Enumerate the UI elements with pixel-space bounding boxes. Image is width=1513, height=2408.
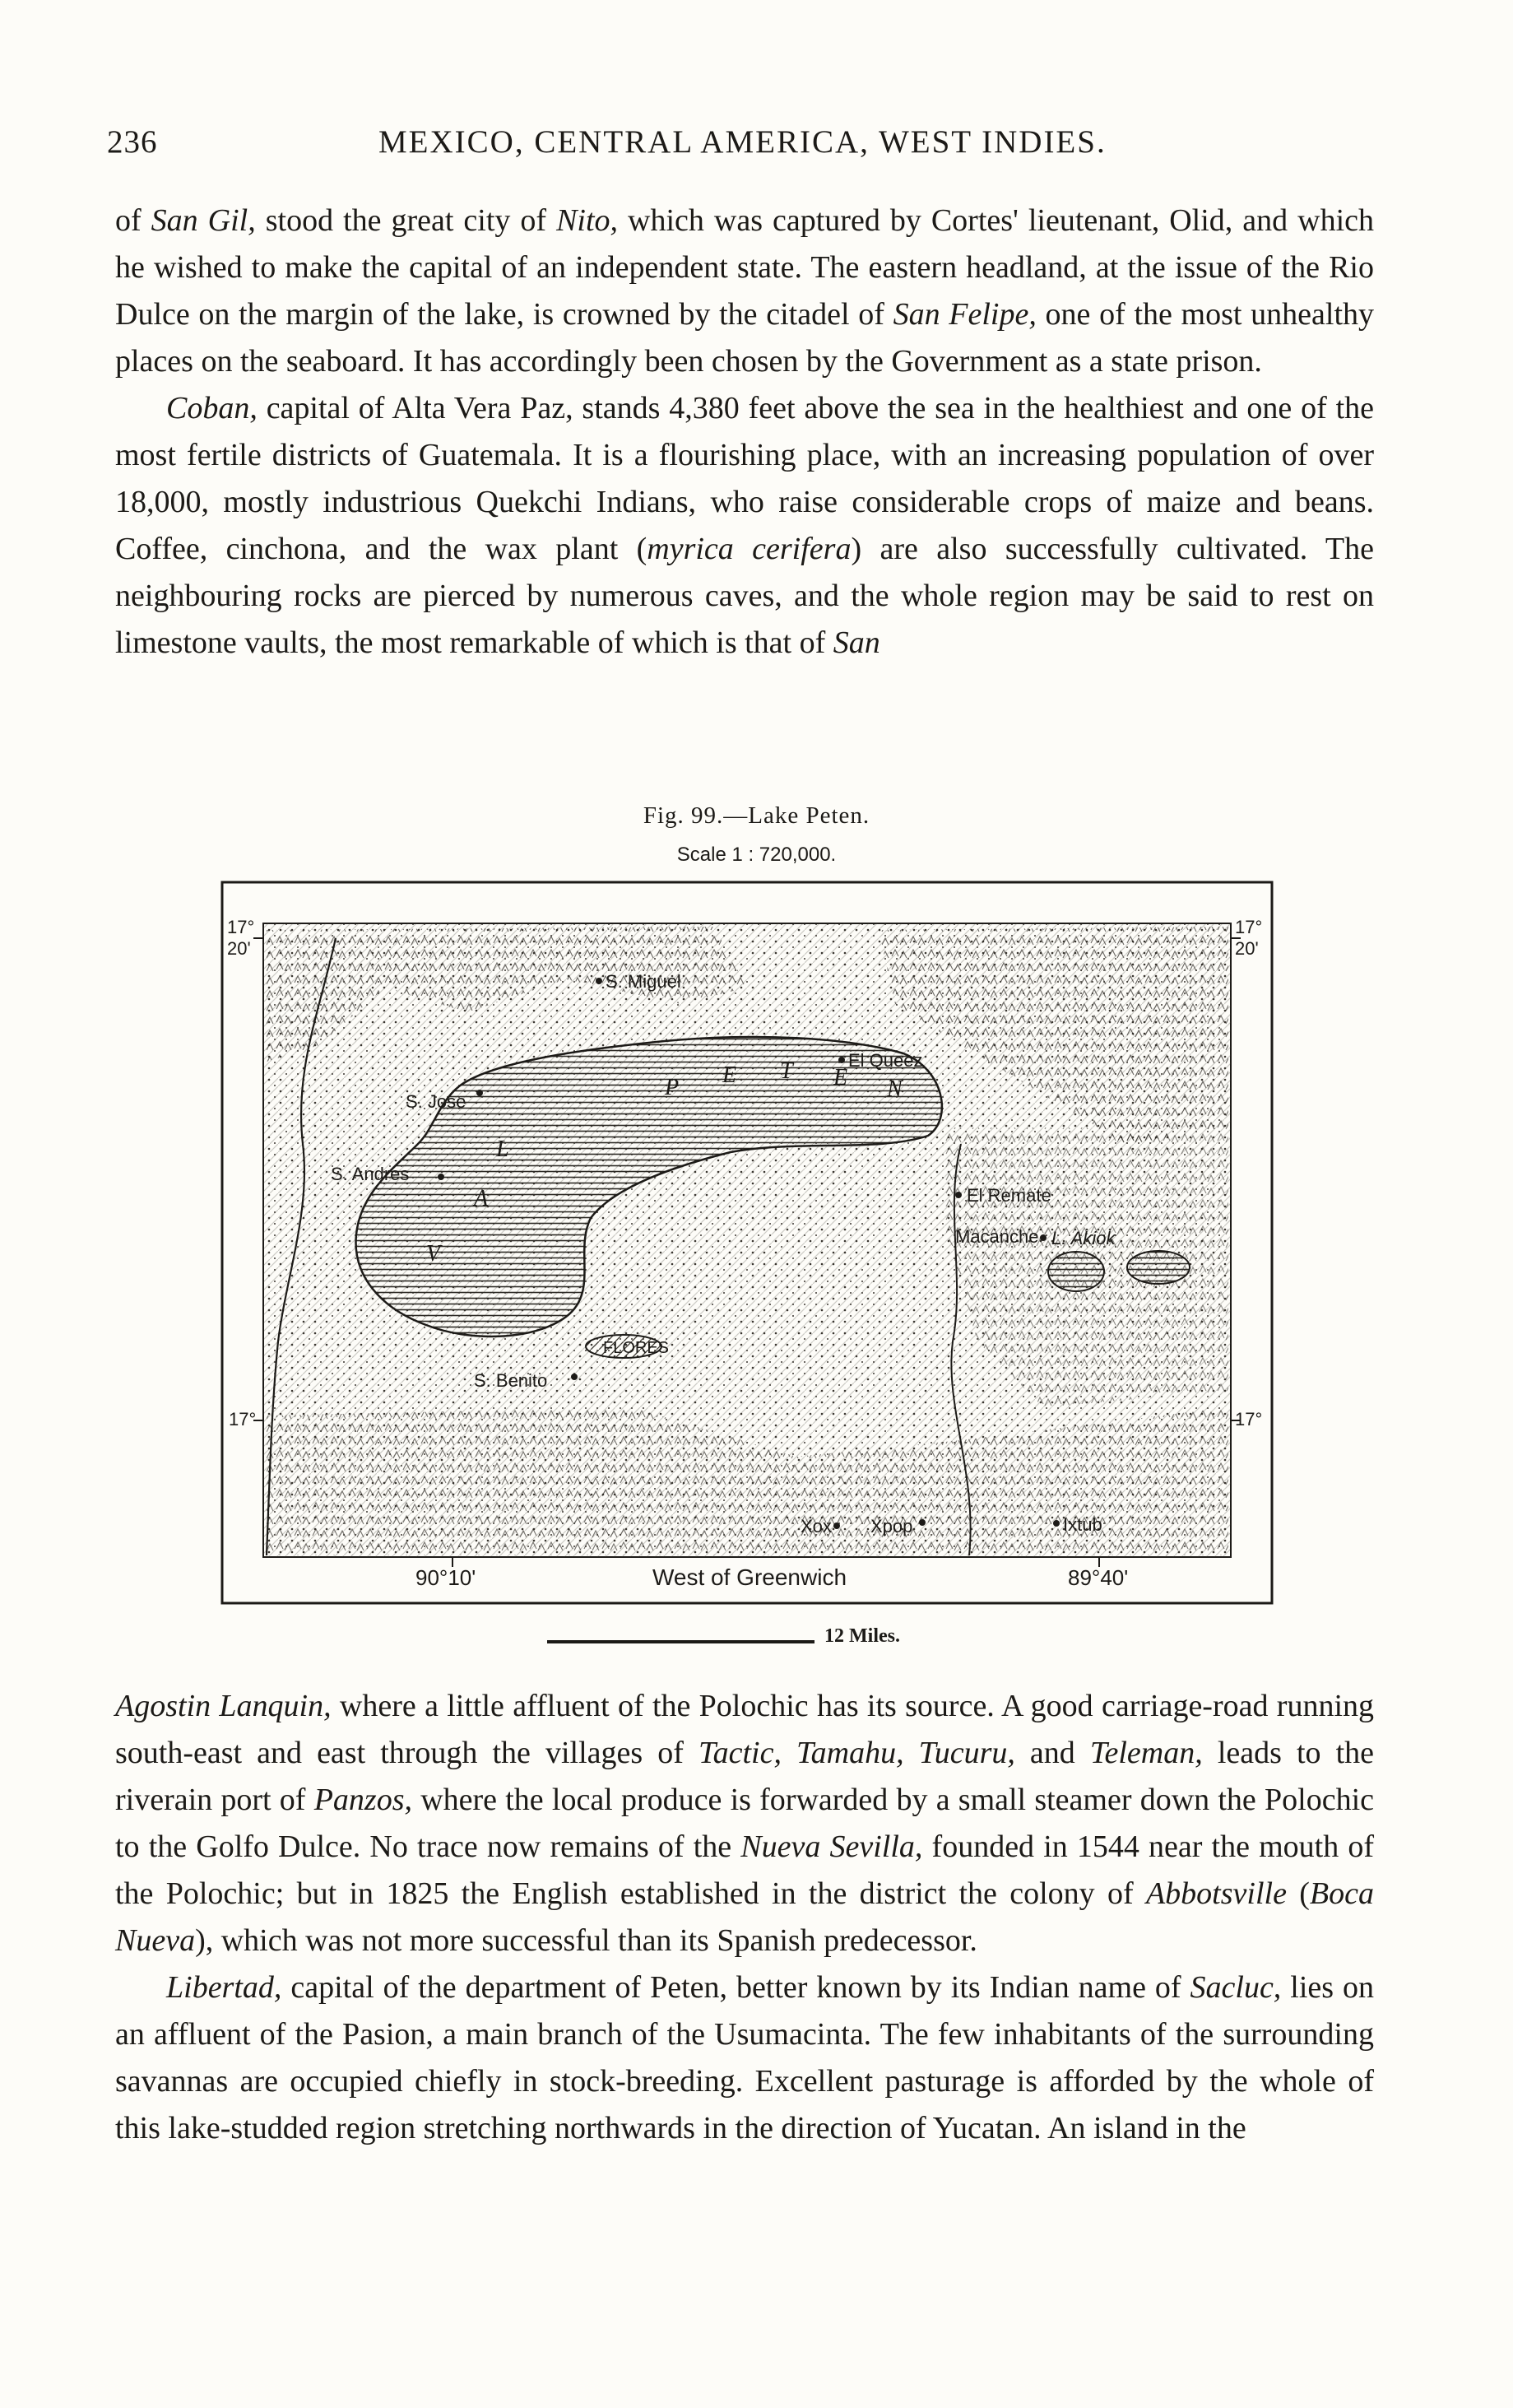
lat-label-mid-left: 17° bbox=[229, 1409, 257, 1429]
lat-label-top-right: 17° bbox=[1235, 917, 1263, 937]
text-run: one of the most unhealthy places on the seaboard. It has accordingly been chosen by the Government as a state prison. bbox=[115, 297, 1375, 379]
place-label-xox: Xox bbox=[801, 1516, 832, 1536]
text-run: capital of Alta Vera Paz, stands 4,380 feet above the sea in the healthiest and one of the most fertile districts of Guatemala. It is a flourishing place, with an increasing population of over 18,000, mostly industrious Quekchi Indians, who raise considerable crops of maize and beans. Coffee, cinchona, and the wax plant ( bbox=[115, 391, 1374, 566]
italic-place-name: Sacluc, bbox=[1190, 1970, 1282, 2005]
place-dot bbox=[919, 1519, 926, 1526]
lake-letter: T bbox=[780, 1058, 793, 1084]
place-label-s-jose: S. Jose bbox=[406, 1091, 466, 1112]
place-dot bbox=[596, 978, 602, 984]
lake-letter: E bbox=[722, 1062, 737, 1088]
text-block-bottom bbox=[115, 1683, 1374, 2152]
italic-place-name: Nueva Sevilla, bbox=[740, 1829, 923, 1864]
italic-place-name: Coban, bbox=[166, 391, 258, 425]
place-label-ixtub: Ixtub bbox=[1063, 1514, 1102, 1535]
text-run: where the local produce is forwarded by a small steamer down the Polochic to the Golfo Dulce. No trace now remains of the bbox=[115, 1783, 1374, 1864]
italic-place-name: San bbox=[833, 625, 880, 660]
page-number: 236 bbox=[107, 124, 158, 160]
lon-label-left: 90°10' bbox=[415, 1565, 476, 1590]
place-label-macanche: Macanche bbox=[955, 1226, 1039, 1247]
text-run: ) are also successfully cultivated. The neighbouring rocks are pierced by numerous caves, and the whole region may be said to rest on limestone vaults, the most remarkable of which is that of bbox=[115, 532, 1374, 660]
italic-place-name: San Gil, bbox=[151, 203, 256, 238]
italic-place-name: Teleman, bbox=[1089, 1736, 1203, 1770]
lake-letter: A bbox=[474, 1186, 489, 1211]
place-label-el-remate: El Remate bbox=[967, 1185, 1051, 1206]
text-run: stood the great city of bbox=[255, 203, 557, 238]
place-label-s-miguel: S. Miguel bbox=[606, 971, 681, 992]
lat-label-top-left-min: 20' bbox=[227, 938, 251, 959]
paragraph-san-gil bbox=[115, 198, 1374, 385]
place-dot bbox=[438, 1174, 444, 1180]
italic-place-name: Nito, bbox=[556, 203, 619, 238]
place-label-xpop: Xpop bbox=[870, 1516, 913, 1536]
text-run: and bbox=[1014, 1736, 1090, 1770]
text-run: ( bbox=[1286, 1876, 1310, 1911]
lon-label-right: 89°40' bbox=[1068, 1565, 1129, 1590]
place-dot bbox=[476, 1090, 483, 1096]
scale-bar-label: 12 Miles. bbox=[824, 1625, 900, 1647]
lake-letter: L bbox=[496, 1137, 509, 1162]
page-header bbox=[107, 123, 1374, 173]
text-run: where a little affluent of the Polochic has its source. A good carriage-road running south-east and east through the villages of bbox=[115, 1689, 1375, 1770]
italic-place-name: Agostin Lanquin, bbox=[115, 1689, 332, 1723]
lat-label-top-left: 17° bbox=[227, 917, 255, 937]
italic-place-name: San Felipe, bbox=[893, 297, 1037, 332]
paragraph-lanquin bbox=[115, 1683, 1374, 1964]
place-dot bbox=[571, 1374, 578, 1380]
running-title: MEXICO, CENTRAL AMERICA, WEST INDIES. bbox=[378, 124, 1107, 160]
text-run: founded in 1544 near the mouth of the Polochic; but in 1825 the English established in the district the colony of bbox=[115, 1829, 1375, 1911]
lake-letter: P bbox=[665, 1075, 680, 1100]
place-dot bbox=[833, 1522, 840, 1529]
italic-place-name: Libertad, bbox=[166, 1970, 282, 2005]
figure-caption: Fig. 99.—Lake Peten. bbox=[643, 802, 870, 829]
place-label-l-akiok: L. Akiok bbox=[1051, 1228, 1116, 1248]
place-label-el-queez: El Queez bbox=[848, 1050, 923, 1071]
place-label-s-benito: S. Benito bbox=[474, 1370, 548, 1391]
paragraph-coban bbox=[115, 385, 1374, 667]
text-run: leads to the riverain port of bbox=[115, 1736, 1374, 1817]
lake-akiok-east bbox=[1127, 1251, 1190, 1284]
lat-label-top-right-min: 20' bbox=[1235, 938, 1259, 959]
lon-label-center: West of Greenwich bbox=[652, 1564, 847, 1590]
text-run: which was captured by Cortes' lieutenant, Olid, and which he wished to make the capital of an independent state. The eastern headland, at the issue of the Rio Dulce on the margin of the lake, is crowned by the citadel of bbox=[115, 203, 1374, 332]
place-label-flores: FLORES bbox=[603, 1339, 670, 1357]
text-run: lies on an affluent of the Pasion, a main branch of the Usumacinta. The few inhabitants of the surrounding savannas are occupied chiefly in stock-breeding. Excellent pasturage is afforded by the whole of this lake-studded region stretching northwards in the direction of Yucatan. An island in the bbox=[115, 1970, 1374, 2145]
italic-place-name: Abbotsville bbox=[1145, 1876, 1287, 1911]
italic-place-name: Boca Nueva bbox=[115, 1876, 1374, 1958]
lake-akiok-west bbox=[1048, 1252, 1104, 1291]
place-label-s-andres: S. Andres bbox=[331, 1164, 410, 1184]
figure-scale: Scale 1 : 720,000. bbox=[676, 844, 837, 866]
italic-place-name: Tactic, Tamahu, Tucuru, bbox=[698, 1736, 1015, 1770]
text-run: of bbox=[115, 203, 151, 238]
text-run: capital of the department of Peten, better known by its Indian name of bbox=[281, 1970, 1190, 2005]
place-dot bbox=[955, 1192, 962, 1198]
lake-letter: V bbox=[426, 1241, 441, 1267]
lake-peten-map bbox=[220, 881, 1274, 1605]
italic-place-name: Panzos, bbox=[313, 1783, 412, 1817]
lake-letter: N bbox=[887, 1076, 903, 1102]
scale-bar bbox=[547, 1640, 815, 1643]
lake-letter: E bbox=[833, 1065, 848, 1090]
text-run: ), which was not more successful than its Spanish predecessor. bbox=[195, 1923, 977, 1958]
lat-label-mid-right: 17° bbox=[1235, 1409, 1263, 1429]
italic-species-name: myrica cerifera bbox=[647, 532, 852, 566]
paragraph-libertad bbox=[115, 1964, 1374, 2152]
place-dot bbox=[838, 1057, 845, 1063]
place-dot bbox=[1053, 1520, 1060, 1527]
map-svg bbox=[220, 881, 1274, 1605]
place-dot bbox=[1040, 1234, 1047, 1241]
text-block-top bbox=[115, 198, 1374, 667]
